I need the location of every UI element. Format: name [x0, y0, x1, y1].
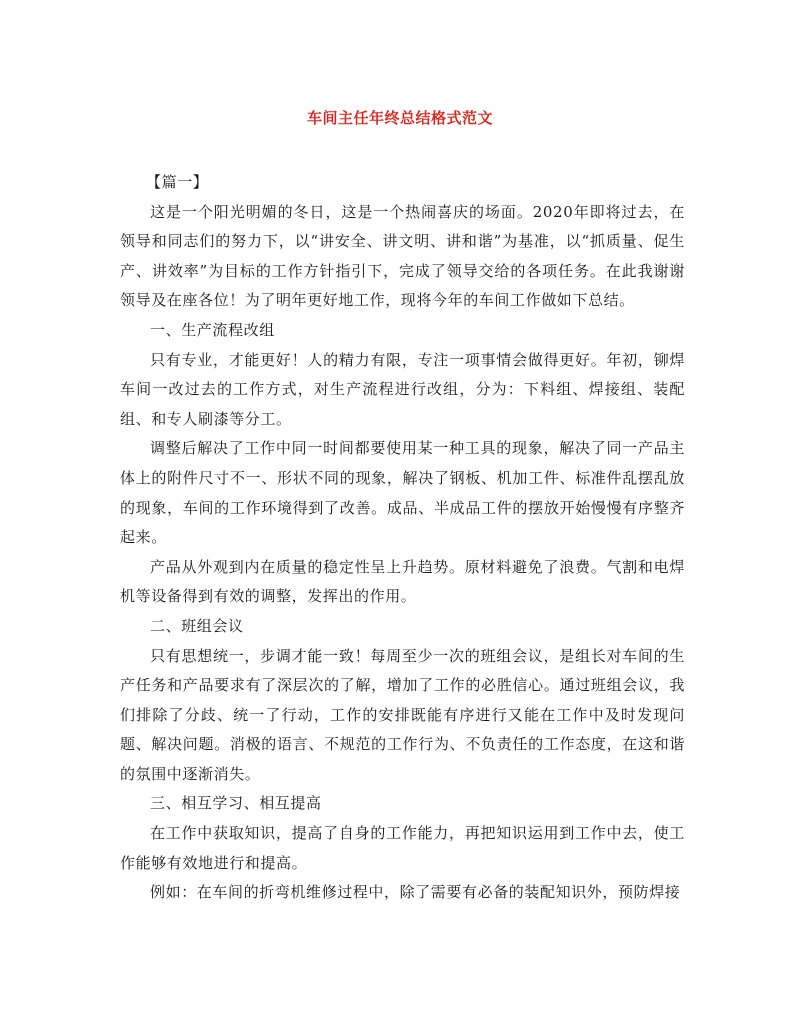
document-title: 车间主任年终总结格式范文: [306, 109, 493, 127]
body-paragraph: 例如：在车间的折弯机维修过程中，除了需要有必备的装配知识外，预防焊接: [150, 883, 681, 902]
body-paragraph: 在工作中获取知识，提高了自身的工作能力，再把知识运用到工作中去，使工作能够有效地进行和提高。: [120, 824, 685, 872]
body-paragraph: 产品从外观到内在质量的稳定性呈上升趋势。原材料避免了浪费。气割和电焊机等设备得到有效的调整，发挥出的作用。: [120, 557, 685, 606]
section-heading: 二、班组会议: [150, 616, 244, 635]
part-heading: 【篇一】: [146, 173, 209, 191]
body-paragraph: 只有专业，才能更好！人的精力有限，专注一项事情会做得更好。年初，铆焊车间一改过去的工作方式，对生产流程进行改组，分为：下料组、焊接组、装配组、和专人刷漆等分工。: [120, 350, 685, 428]
section-heading: 一、生产流程改组: [150, 320, 275, 339]
body-paragraph: 这是一个阳光明媚的冬日，这是一个热闹喜庆的场面。2020年即将过去，在领导和同志们的努力下，以“讲安全、讲文明、讲和谐”为基准，以“抓质量、促生产、讲效率”为目标的工作方针指引下，完成了领导交给的各项任务。在此我谢谢领导及在座各位！为了明年更好地工作，现将今年的车间工作做如下总结。: [120, 202, 685, 310]
body-paragraph: 只有思想统一，步调才能一致！每周至少一次的班组会议，是组长对车间的生产任务和产品要求有了深层次的了解，增加了工作的必胜信心。通过班组会议，我们排除了分歧、统一了行动，工作的安排既能有序进行又能在工作中及时发现问题、解决问题。消极的语言、不规范的工作行为、不负责任的工作态度，在这和谐的氛围中逐渐消失。: [120, 646, 685, 783]
section-heading: 三、相互学习、相互提高: [150, 794, 322, 813]
body-paragraph: 调整后解决了工作中同一时间都要使用某一种工具的现象，解决了同一产品主体上的附件尺寸不一、形状不同的现象，解决了钢板、机加工件、标准件乱摆乱放的现象，车间的工作环境得到了改善。成品、半成品工件的摆放开始慢慢有序整齐起来。: [120, 439, 685, 547]
document-body: [120, 168, 685, 908]
